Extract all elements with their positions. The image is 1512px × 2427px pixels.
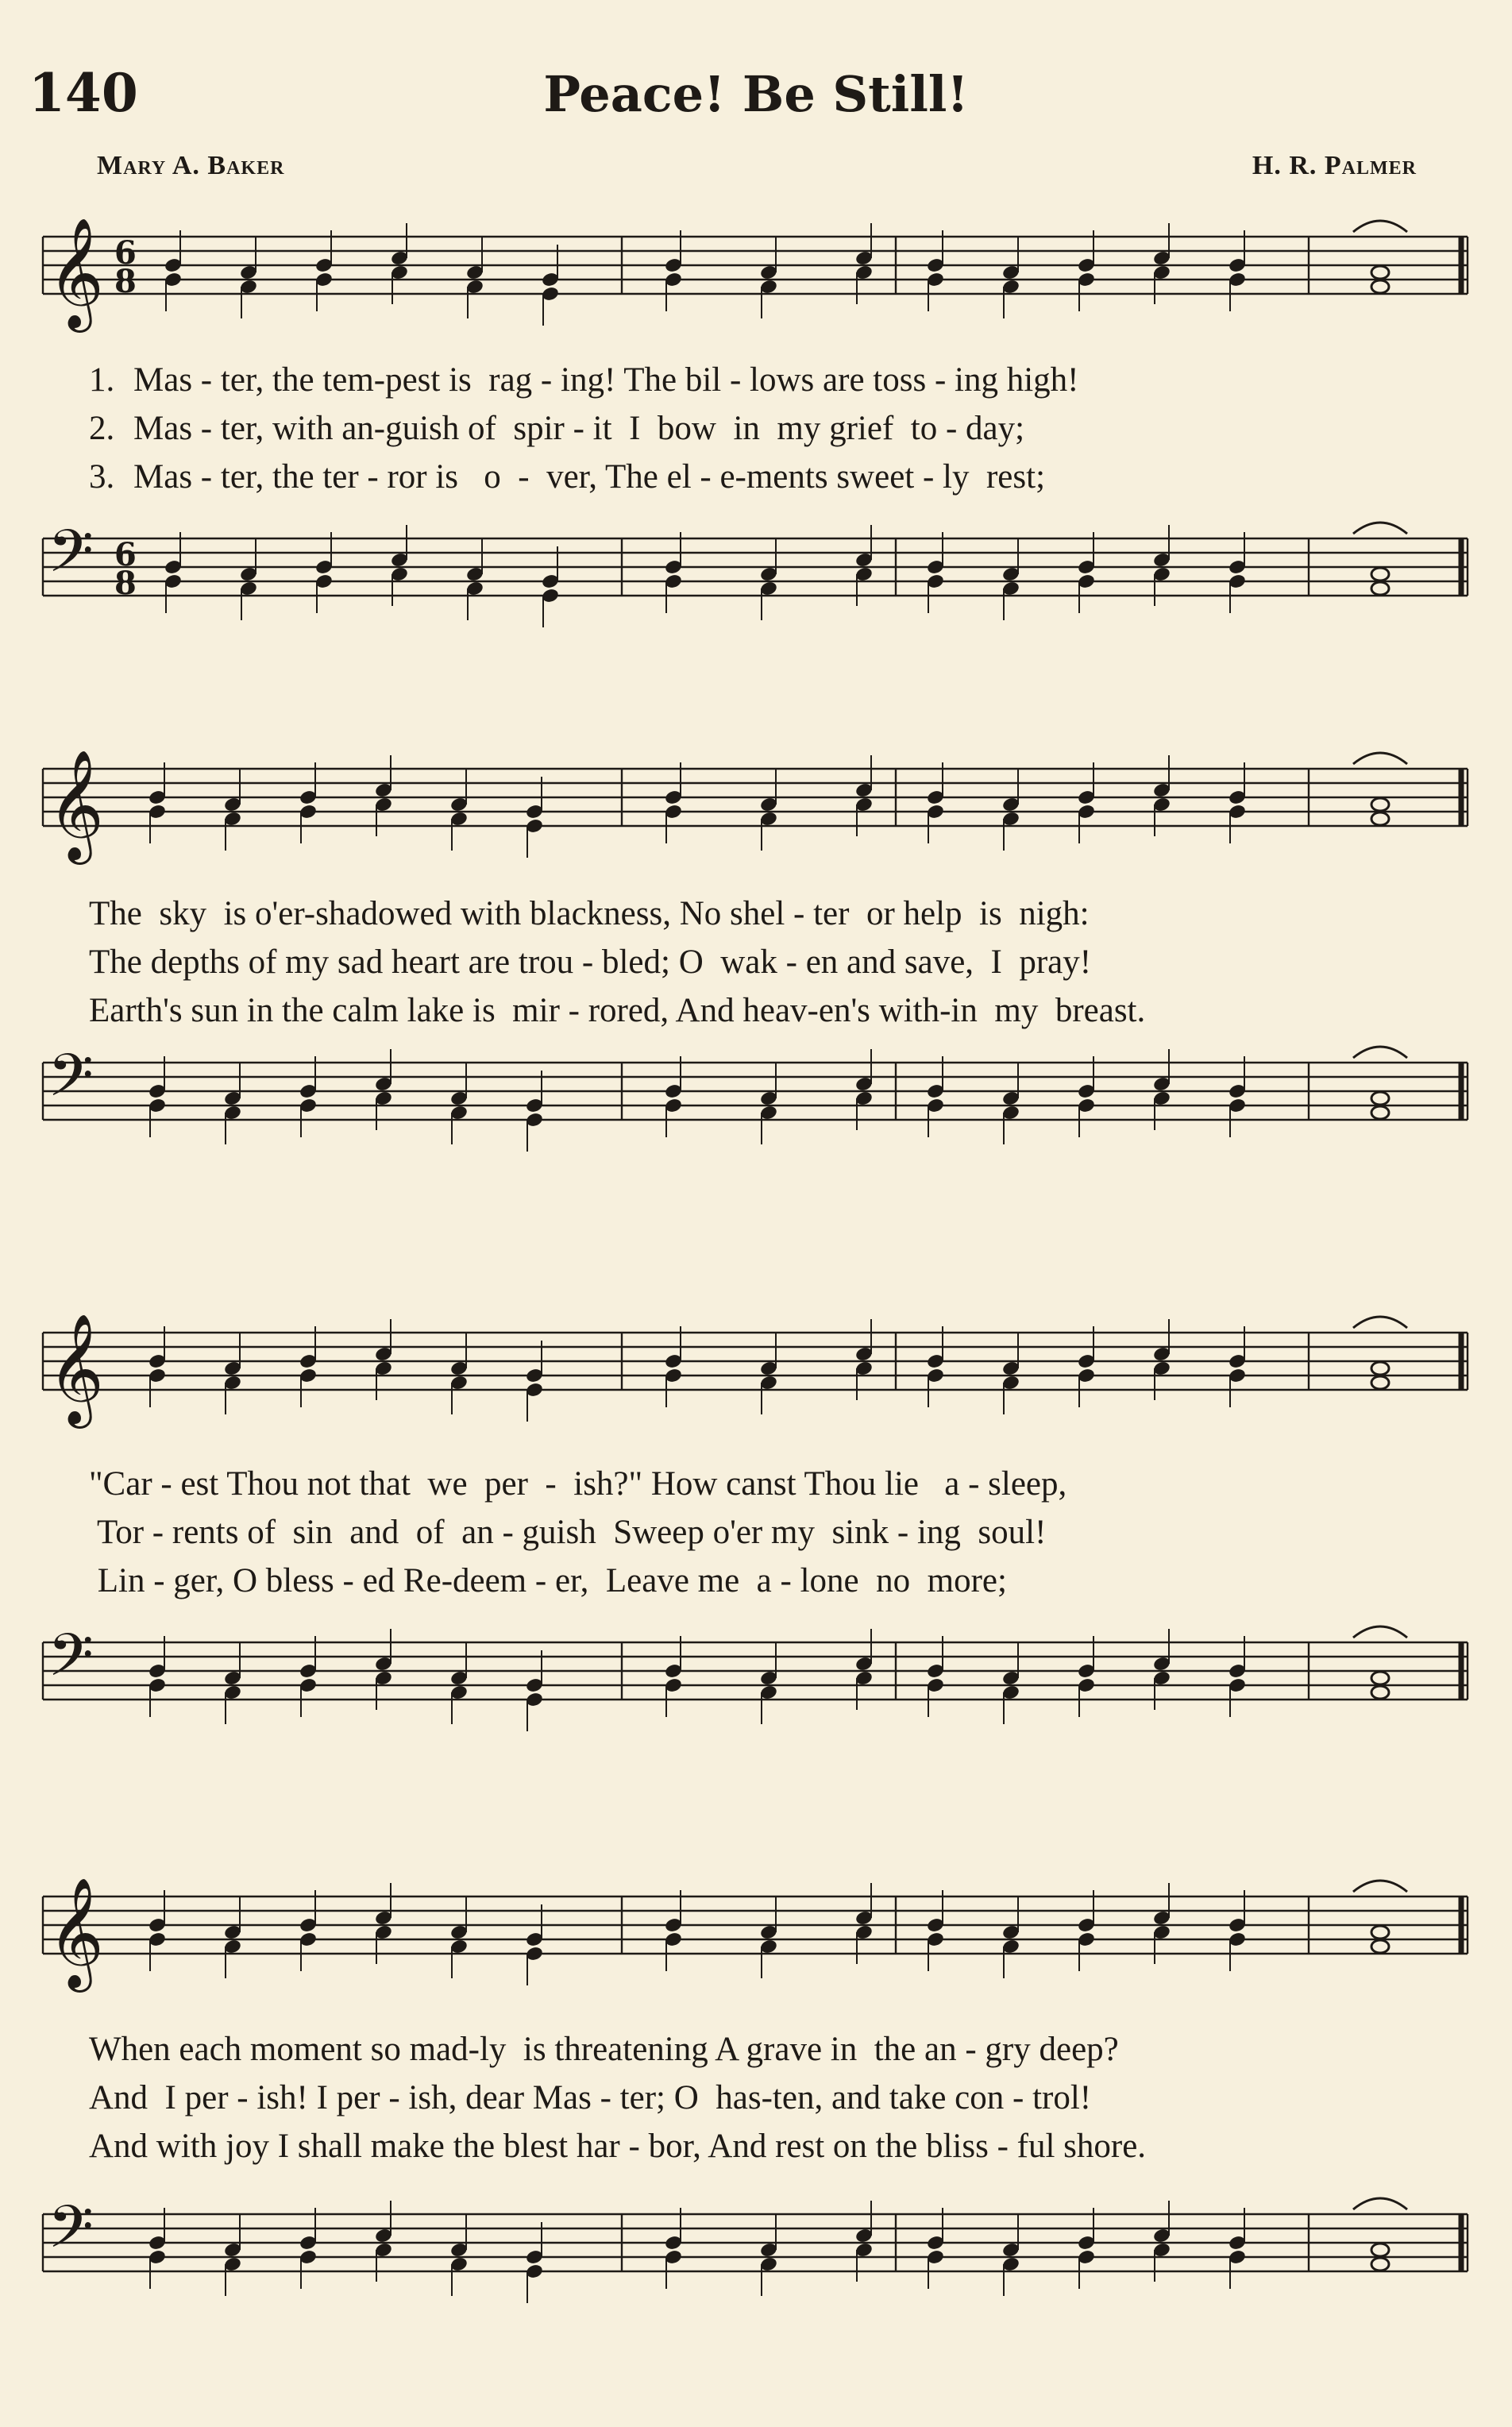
lyric-line xyxy=(89,1460,1471,1508)
verse-number: 3. xyxy=(89,458,115,496)
bass-staff xyxy=(38,1620,1475,1747)
lyric-text: Tor - rents of sin and of an - guish Sweep o'er my sink - ing soul! xyxy=(89,1514,1047,1551)
hymn-title: Peace! Be Still! xyxy=(543,65,969,123)
bass-clef-icon: 𝄢 xyxy=(48,2193,94,2276)
bass-clef-icon: 𝄢 xyxy=(48,1041,94,1125)
treble-staff xyxy=(38,747,1475,874)
note-head xyxy=(1371,266,1389,279)
fermata-icon xyxy=(1353,221,1407,232)
fermata-icon xyxy=(1353,1317,1407,1328)
lyric-text: And with joy I shall make the blest har - bor, And rest on the bliss - ful shore. xyxy=(89,2128,1147,2165)
note-head xyxy=(1371,1672,1389,1684)
music-system-3 xyxy=(38,1310,1475,1755)
note-head xyxy=(1371,1926,1389,1939)
bass-staff xyxy=(38,2192,1475,2319)
verse-number: 1. xyxy=(89,361,115,399)
bass-staff xyxy=(38,516,1475,643)
note-head xyxy=(1371,1362,1389,1375)
page-number: 140 xyxy=(29,62,138,124)
treble-clef-icon: 𝄞 xyxy=(48,750,104,860)
fermata-icon xyxy=(1353,523,1407,534)
lyric-line xyxy=(89,1508,1471,1557)
lyric-text: The sky is o'er-shadowed with blackness, No shel - ter or help is nigh: xyxy=(89,895,1090,932)
lyric-line xyxy=(89,1557,1471,1605)
lyrics-block-3 xyxy=(89,1460,1471,1605)
treble-clef-icon: 𝄞 xyxy=(48,1877,104,1988)
lyric-text: Mas - ter, with an-guish of spir - it I bow in my grief to - day; xyxy=(133,410,1025,447)
treble-clef-icon: 𝄞 xyxy=(48,1314,104,1424)
composer-credit: H. R. Palmer xyxy=(1252,151,1417,180)
time-signature-top: 6 xyxy=(114,234,137,272)
note-head xyxy=(1371,582,1389,595)
lyric-line xyxy=(89,889,1471,938)
lyric-text: Earth's sun in the calm lake is mir - rored, And heav-en's with-in my breast. xyxy=(89,992,1146,1029)
bass-clef-icon: 𝄢 xyxy=(48,517,94,600)
note-head xyxy=(1371,1686,1389,1699)
author-credit: Mary A. Baker xyxy=(97,151,285,180)
lyric-line xyxy=(89,938,1471,986)
note-head xyxy=(1371,1940,1389,1953)
note-head xyxy=(1371,568,1389,581)
time-signature-top: 6 xyxy=(114,536,137,573)
treble-clef-icon: 𝄞 xyxy=(48,218,104,328)
fermata-icon xyxy=(1353,1626,1407,1638)
lyric-text: Mas - ter, the tem-pest is rag - ing! The bil - lows are toss - ing high! xyxy=(133,361,1079,399)
fermata-icon xyxy=(1353,753,1407,764)
fermata-icon xyxy=(1353,1047,1407,1058)
lyric-text: "Car - est Thou not that we per - ish?" How canst Thou lie a - sleep, xyxy=(89,1465,1067,1503)
lyrics-block-4 xyxy=(89,2025,1471,2170)
treble-staff xyxy=(38,1874,1475,2001)
lyric-text: When each moment so mad-ly is threatening A grave in the an - gry deep? xyxy=(89,2031,1119,2068)
music-system-2 xyxy=(38,747,1475,1191)
note-head xyxy=(1371,1092,1389,1105)
note-head xyxy=(1371,2258,1389,2271)
lyric-line xyxy=(89,2122,1471,2170)
verse-number: 2. xyxy=(89,410,115,447)
lyric-text: Mas - ter, the ter - ror is o - ver, The el - e-ments sweet - ly rest; xyxy=(133,458,1046,496)
bass-clef-icon: 𝄢 xyxy=(48,1621,94,1704)
lyric-text: The depths of my sad heart are trou - bled; O wak - en and save, I pray! xyxy=(89,943,1092,981)
note-head xyxy=(1371,280,1389,293)
time-signature-bottom: 8 xyxy=(114,565,137,602)
lyrics-block-1 xyxy=(89,356,1471,501)
lyric-text: And I per - ish! I per - ish, dear Mas - ter; O has-ten, and take con - trol! xyxy=(89,2079,1092,2116)
fermata-icon xyxy=(1353,2198,1407,2209)
lyric-line xyxy=(89,404,1471,453)
note-head xyxy=(1371,812,1389,825)
treble-staff xyxy=(38,1310,1475,1437)
lyric-line xyxy=(89,356,1471,404)
note-head xyxy=(1371,798,1389,811)
note-head xyxy=(1371,1376,1389,1389)
treble-staff xyxy=(38,214,1475,341)
lyric-line xyxy=(89,2074,1471,2122)
music-system-1 xyxy=(38,214,1475,659)
bass-staff xyxy=(38,1040,1475,1167)
lyrics-block-2 xyxy=(89,889,1471,1035)
lyric-text: Lin - ger, O bless - ed Re-deem - er, Leave me a - lone no more; xyxy=(89,1562,1007,1599)
fermata-icon xyxy=(1353,1881,1407,1892)
note-head xyxy=(1371,1106,1389,1119)
note-head xyxy=(1371,2244,1389,2256)
lyric-line xyxy=(89,986,1471,1035)
lyric-line xyxy=(89,453,1471,501)
lyric-line xyxy=(89,2025,1471,2074)
music-system-4 xyxy=(38,1874,1475,2351)
time-signature-bottom: 8 xyxy=(114,263,137,300)
